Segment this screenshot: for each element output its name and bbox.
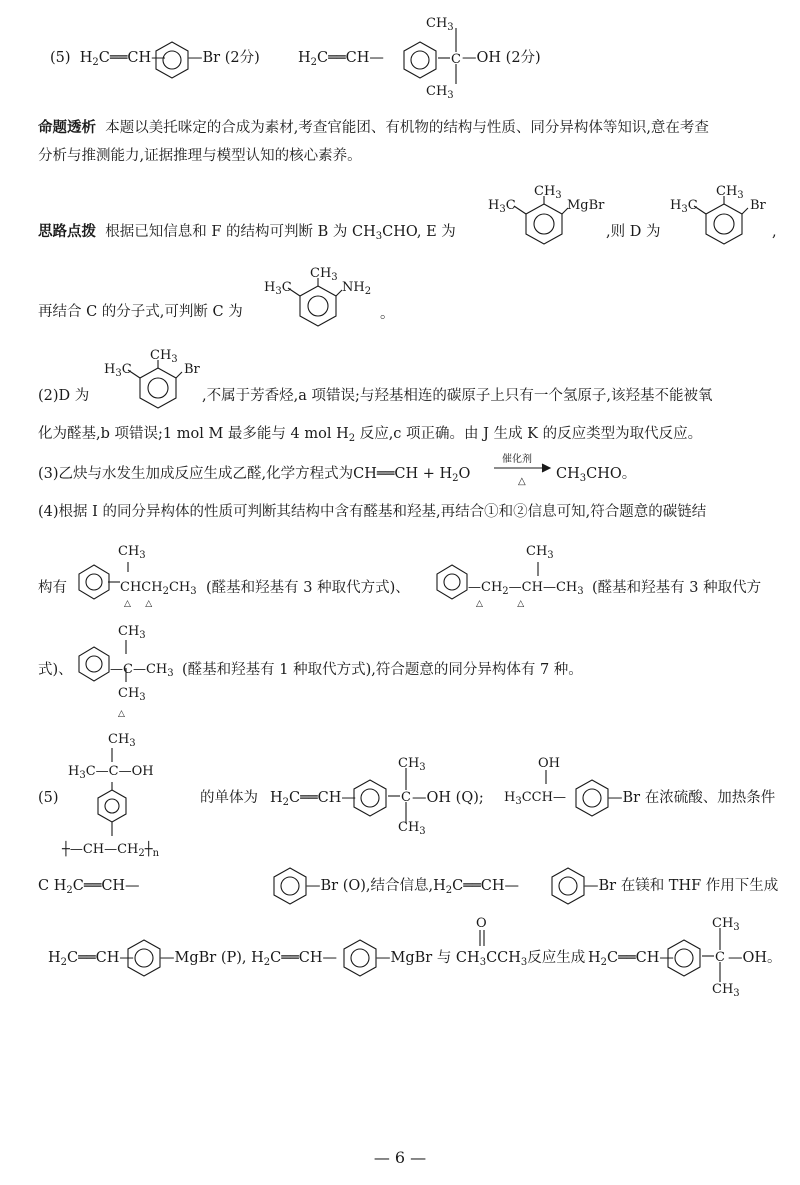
chain-3-ch3-top: $CH_3$ [118, 624, 146, 641]
o-text: —Br (O),结合信息$,H_2C══CH—$ [306, 878, 519, 896]
final-ch3-bottom: $CH_3$ [712, 982, 740, 999]
chain-3-ch3-bottom: $CH_3$ [118, 686, 146, 703]
acetone-o: O [476, 916, 487, 931]
hint-then-d: ,则 D 为 [606, 224, 661, 240]
final-formula: $H_2C══CH—$ [588, 950, 674, 968]
p4-text-2: (醛基和羟基有 3 种取代方 [592, 580, 762, 596]
chain-3-site: △ [118, 709, 125, 719]
page-number: — 6 — [373, 1148, 427, 1167]
benzene-ring-icon [400, 40, 440, 80]
poly-ch3-top: $CH_3$ [108, 732, 136, 749]
r-oh-bond [540, 770, 560, 790]
d2-br: Br [184, 362, 200, 377]
ch3-bottom: $CH_3$ [426, 84, 454, 101]
e-ch3: $CH_3$ [534, 184, 562, 201]
catalyst-label: 催化剂 [502, 454, 532, 465]
benzene-ring-icon [76, 564, 112, 600]
p2-line-2: 化为醛基,b 项错误;1 mol M 最多能与 4 mol $H_2$ 反应,c 项正确。由 J 生成 K 的反应类型为取代反应。 [38, 426, 703, 444]
hint-line-2: 再结合 C 的分子式,可判断 C 为 [38, 304, 243, 320]
analysis-line-1: 命题透析 本题以美托咪定的合成为素材,考查官能团、有机物的结构与性质、同分异构体等知识,意在考查 [38, 119, 709, 136]
svg-text:C: C [401, 790, 411, 805]
r-oh: OH [538, 756, 560, 771]
benzene-ring-icon [270, 866, 310, 906]
p4-text-3: (醛基和羟基有 1 种取代方式),符合题意的同分异构体有 7 种。 [182, 662, 583, 678]
analysis-line-2: 分析与推测能力,证据推理与模型认知的核心素养。 [38, 148, 362, 164]
p3-product: $CH_3CHO$。 [556, 466, 637, 484]
hint-comma: , [772, 224, 777, 240]
p3-line: (3)乙炔与水发生加成反应生成乙醛,化学方程式为CH══CH + $H_2O$ [38, 466, 471, 484]
answer-5-line: (5) $H_2C══CH—$ [50, 50, 166, 68]
e-h3c: $H_3C$ [488, 198, 516, 215]
poly-backbone: $┼—CH—CH_2┼_n$ [62, 842, 160, 859]
heat-label: △ [518, 476, 526, 487]
q-formula: $H_2C══CH—$ [270, 790, 356, 808]
p-formula: $H_2C══CH—$ [48, 950, 134, 968]
p4-text-1: (醛基和羟基有 3 种取代方式)、 [206, 580, 410, 596]
p4-gou: 构有 [38, 580, 67, 596]
d2-ch3: $CH_3$ [150, 348, 178, 365]
answer-5-oh: —OH (2分) [462, 50, 541, 66]
r-formula: $H_3CCH—$ [504, 790, 566, 807]
answer-5-formula-2: $H_2C══CH—$ [298, 50, 384, 68]
q-oh: —OH (Q); [412, 790, 484, 806]
q-ch3-top: $CH_3$ [398, 756, 426, 773]
p5-text-d: —Br 在镁和 THF 作用下生成 [584, 878, 779, 894]
chain-2-ch3: $CH_3$ [526, 544, 554, 561]
svg-text:C: C [451, 52, 461, 67]
p4-shi: 式)、 [38, 662, 73, 678]
p5-label: (5) [38, 790, 59, 806]
q-ch3-bottom: $CH_3$ [398, 820, 426, 837]
p5-text-a: 的单体为 [200, 790, 258, 806]
benzene-ring-icon [124, 938, 164, 978]
carbonyl-bond [474, 928, 494, 952]
r-br: —Br 在浓硫酸、加热条件 [608, 790, 776, 806]
chain-1-sites: △ △ [124, 599, 153, 609]
p4-line-1: (4)根据 I 的同分异构体的性质可判断其结构中含有醛基和羟基,再结合①和②信息可知,符合题意的碳链结 [38, 504, 707, 520]
d-ch3: $CH_3$ [716, 184, 744, 201]
c-nh2: $NH_2$ [342, 280, 372, 297]
chain-2-sites: △ △ [476, 599, 525, 609]
d2-h3c: $H_3C$ [104, 362, 132, 379]
d-br: Br [750, 198, 766, 213]
benzene-ring-icon [434, 564, 470, 600]
benzene-ring-icon [548, 866, 588, 906]
ch3-top: $CH_3$ [426, 16, 454, 33]
c-h3c: $H_3C$ [264, 280, 292, 297]
benzene-ring-icon [152, 40, 192, 80]
p-mgbr-2: —MgBr 与 $CH_3CCH_3$反应生成 [376, 950, 586, 968]
benzene-ring-icon [572, 778, 612, 818]
answer-5-formula-1-br: —Br (2分) [188, 50, 260, 66]
svg-text:C: C [715, 950, 725, 965]
c-ch3: $CH_3$ [310, 266, 338, 283]
benzene-ring-icon [350, 778, 390, 818]
p2-d-label: (2)D 为 [38, 388, 90, 404]
chain-1-ch3: $CH_3$ [118, 544, 146, 561]
hint-period: 。 [380, 306, 395, 322]
chain-3: $—C—CH_3$ [110, 662, 174, 679]
hint-line-1: 思路点拨 根据已知信息和 F 的结构可判断 B 为 $CH_3CHO$, E 为 [38, 223, 456, 242]
benzene-ring-icon [664, 938, 704, 978]
final-ch3-top: $CH_3$ [712, 916, 740, 933]
chain-1: $CHCH_2CH_3$ [120, 580, 197, 597]
e-mgbr: MgBr [567, 198, 605, 213]
chain-2a: $—CH_2—CH—CH_3$ [468, 580, 584, 597]
benzene-ring-icon [76, 646, 112, 682]
p2-line-1: ,不属于芳香烃,a 项错误;与羟基相连的碳原子上只有一个氢原子,该羟基不能被氧 [202, 388, 713, 404]
final-oh: —OH。 [728, 950, 782, 966]
p5-line-2: C $H_2C══CH—$ [38, 878, 140, 896]
poly-h3c-c-oh: $H_3C—C—OH$ [68, 764, 154, 781]
p-mgbr: —MgBr (P), $H_2C══CH—$ [160, 950, 337, 968]
d-h3c: $H_3C$ [670, 198, 698, 215]
benzene-ring-icon [340, 938, 380, 978]
